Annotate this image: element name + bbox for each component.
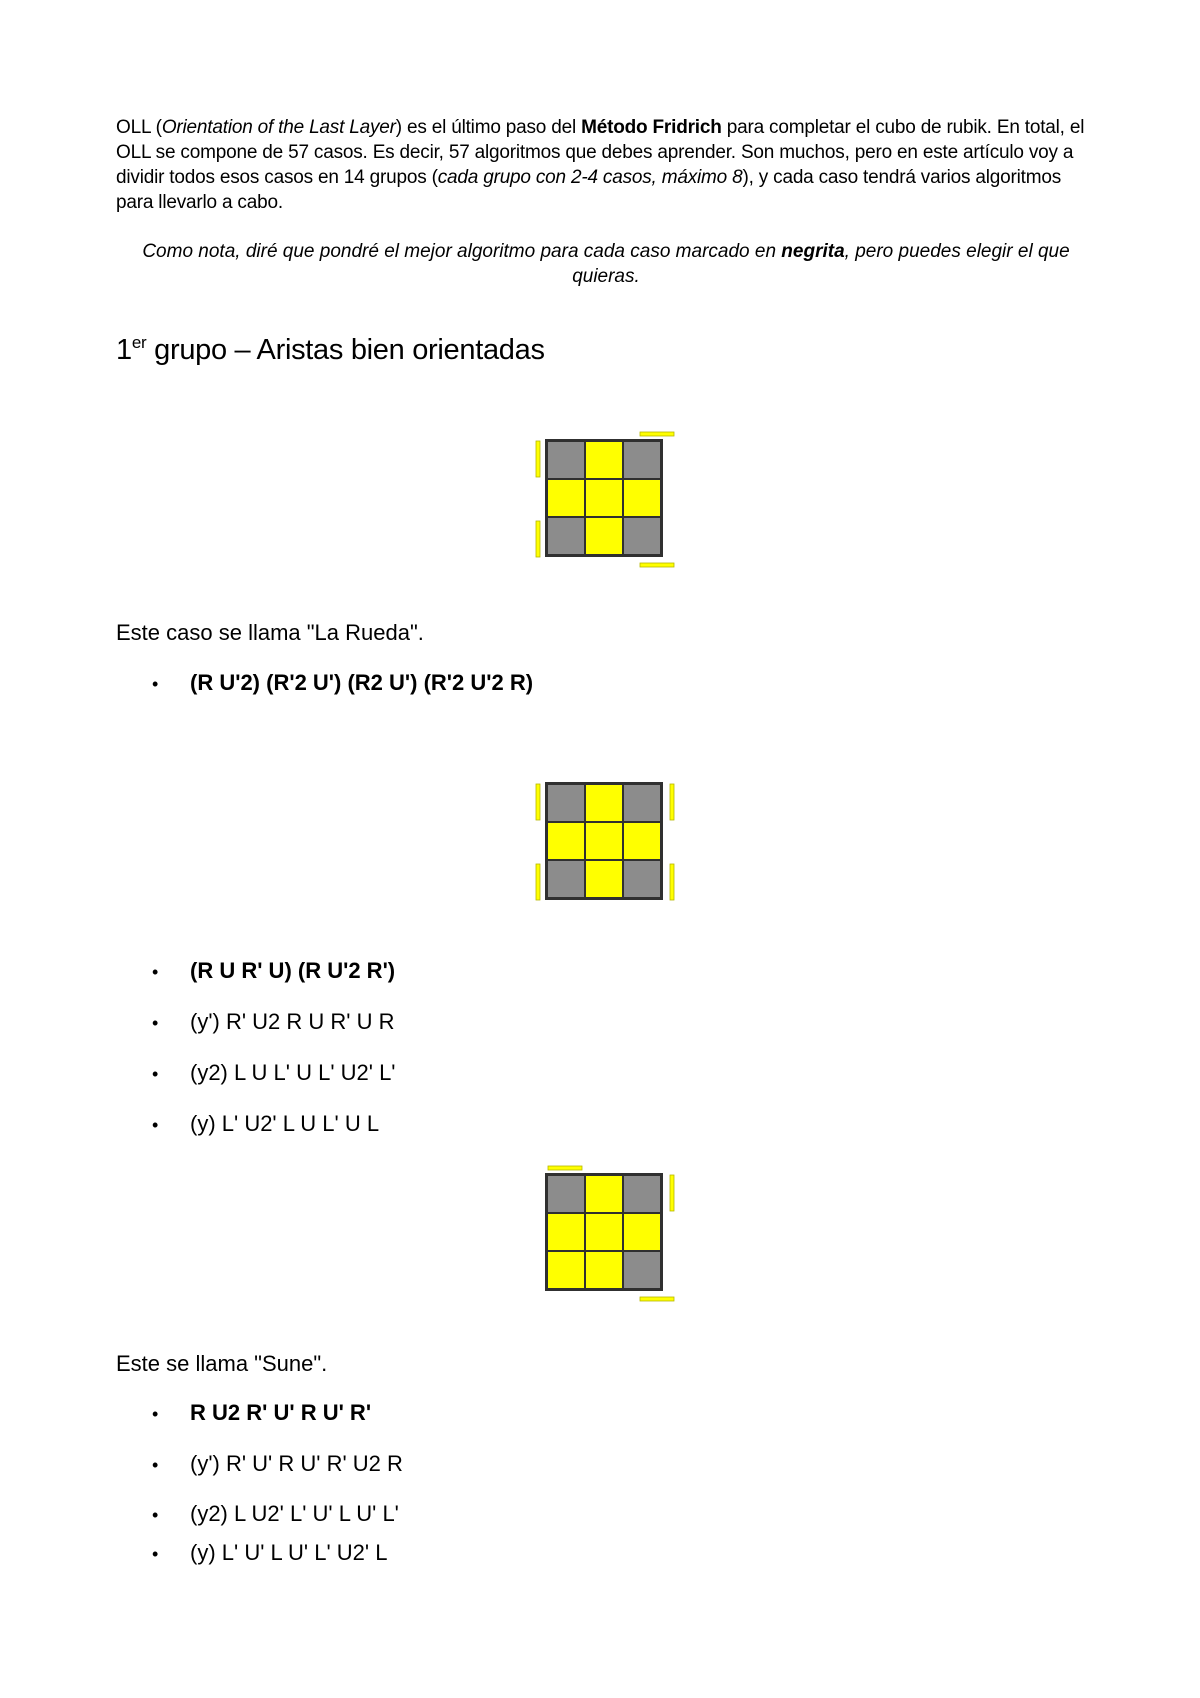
note-text-1: Como nota, diré que pondré el mejor algoritmo para cada caso marcado en: [142, 241, 782, 262]
cube-face-svg: [535, 772, 675, 912]
algorithm-item: [152, 958, 395, 984]
algorithm-text: (y) L' U' L U' L' U2' L: [190, 1540, 388, 1565]
sticker-yellow: [586, 480, 622, 516]
sticker-yellow: [548, 823, 584, 859]
sticker-yellow: [548, 480, 584, 516]
algorithm-item: [152, 1111, 379, 1137]
bullet: •: [152, 1404, 159, 1424]
intro-bold-method: Método Fridrich: [581, 117, 722, 138]
algorithm-item: [152, 670, 533, 696]
note-paragraph: [116, 239, 1096, 289]
cube-face-svg: [535, 429, 675, 569]
side-sticker-left-top: [536, 784, 540, 820]
sticker-gray: [624, 785, 660, 821]
sticker-gray: [624, 1252, 660, 1288]
algorithm-text: R U2 R' U' R U' R': [190, 1400, 372, 1425]
sticker-yellow: [548, 1214, 584, 1250]
side-sticker-left-bottom: [536, 521, 540, 557]
side-sticker-bottom-right: [640, 563, 674, 567]
intro-text-4: ), y cada caso tendrá varios algoritmos para llevarlo a cabo.: [116, 167, 1061, 213]
intro-paragraph: [116, 115, 1096, 215]
algorithm-text: (R U R' U) (R U'2 R'): [190, 958, 396, 983]
side-sticker-right-top: [670, 784, 674, 820]
intro-text-3: para completar el cubo de rubik. En total, el OLL se compone de 57 casos. Es decir, 57 algoritmos que debes aprender. Son muchos, pero en este artículo voy a dividir todos esos casos en 14 grupos (: [116, 117, 1085, 188]
sticker-yellow: [624, 1214, 660, 1250]
algorithm-item: [152, 1501, 399, 1527]
algorithm-item: [152, 1009, 395, 1035]
sticker-yellow: [624, 480, 660, 516]
intro-italic-1: Orientation of the Last Layer: [161, 117, 396, 138]
oll-case-diagram: [535, 429, 675, 569]
algorithm-item: [152, 1400, 371, 1426]
case-caption: Este caso se llama "La Rueda".: [116, 620, 424, 645]
sticker-yellow: [586, 823, 622, 859]
side-sticker-right-top: [670, 1175, 674, 1211]
bullet: •: [152, 1544, 159, 1564]
note-text-2: , pero puedes elegir el que quieras.: [572, 241, 1070, 287]
side-sticker-left-bottom: [536, 864, 540, 900]
algorithm-text: (y) L' U2' L U L' U L: [190, 1111, 380, 1136]
algorithm-item: [152, 1060, 396, 1086]
note-bold: negrita: [781, 241, 845, 262]
cube-face-grid: [545, 1173, 663, 1291]
side-sticker-top-left: [548, 1166, 582, 1170]
algorithm-item: [152, 1451, 403, 1477]
sticker-yellow: [586, 861, 622, 897]
section-heading: [116, 333, 545, 367]
intro-text-2: ) es el último paso del: [395, 117, 582, 138]
bullet: •: [152, 962, 159, 982]
side-sticker-bottom-right: [640, 1297, 674, 1301]
sticker-gray: [624, 1176, 660, 1212]
algorithm-item: [152, 1540, 387, 1566]
oll-case-diagram: [535, 1163, 675, 1303]
side-sticker-left-top: [536, 441, 540, 477]
sticker-yellow: [586, 785, 622, 821]
sticker-yellow: [586, 1252, 622, 1288]
algorithm-text: (y') R' U' R U' R' U2 R: [190, 1451, 403, 1476]
bullet: •: [152, 1505, 159, 1525]
intro-italic-2: cada grupo con 2-4 casos, máximo 8: [437, 167, 743, 188]
oll-case-diagram: [535, 772, 675, 912]
algorithm-text: (y2) L U2' L' U' L U' L': [190, 1501, 399, 1526]
sticker-yellow: [586, 1176, 622, 1212]
sticker-yellow: [586, 1214, 622, 1250]
sticker-gray: [624, 861, 660, 897]
bullet: •: [152, 1013, 159, 1033]
heading-ordinal: er: [131, 333, 147, 352]
sticker-yellow: [548, 1252, 584, 1288]
bullet: •: [152, 1064, 159, 1084]
bullet: •: [152, 1455, 159, 1475]
sticker-gray: [548, 785, 584, 821]
cube-face-grid: [545, 439, 663, 557]
side-sticker-top-right: [640, 432, 674, 436]
bullet: •: [152, 1115, 159, 1135]
sticker-gray: [624, 518, 660, 554]
sticker-gray: [548, 861, 584, 897]
algorithm-text: (R U'2) (R'2 U') (R2 U') (R'2 U'2 R): [190, 670, 534, 695]
cube-face-svg: [535, 1163, 675, 1303]
sticker-gray: [548, 442, 584, 478]
intro-text-1: OLL (: [116, 117, 162, 138]
sticker-gray: [548, 1176, 584, 1212]
sticker-yellow: [624, 823, 660, 859]
sticker-yellow: [586, 518, 622, 554]
heading-title: grupo – Aristas bien orientadas: [146, 334, 545, 366]
side-sticker-right-bottom: [670, 864, 674, 900]
heading-number: 1: [116, 334, 132, 366]
algorithm-text: (y') R' U2 R U R' U R: [190, 1009, 395, 1034]
case-caption: Este se llama "Sune".: [116, 1351, 328, 1376]
sticker-yellow: [586, 442, 622, 478]
sticker-gray: [548, 518, 584, 554]
bullet: •: [152, 674, 159, 694]
algorithm-text: (y2) L U L' U L' U2' L': [190, 1060, 396, 1085]
cube-face-grid: [545, 782, 663, 900]
sticker-gray: [624, 442, 660, 478]
